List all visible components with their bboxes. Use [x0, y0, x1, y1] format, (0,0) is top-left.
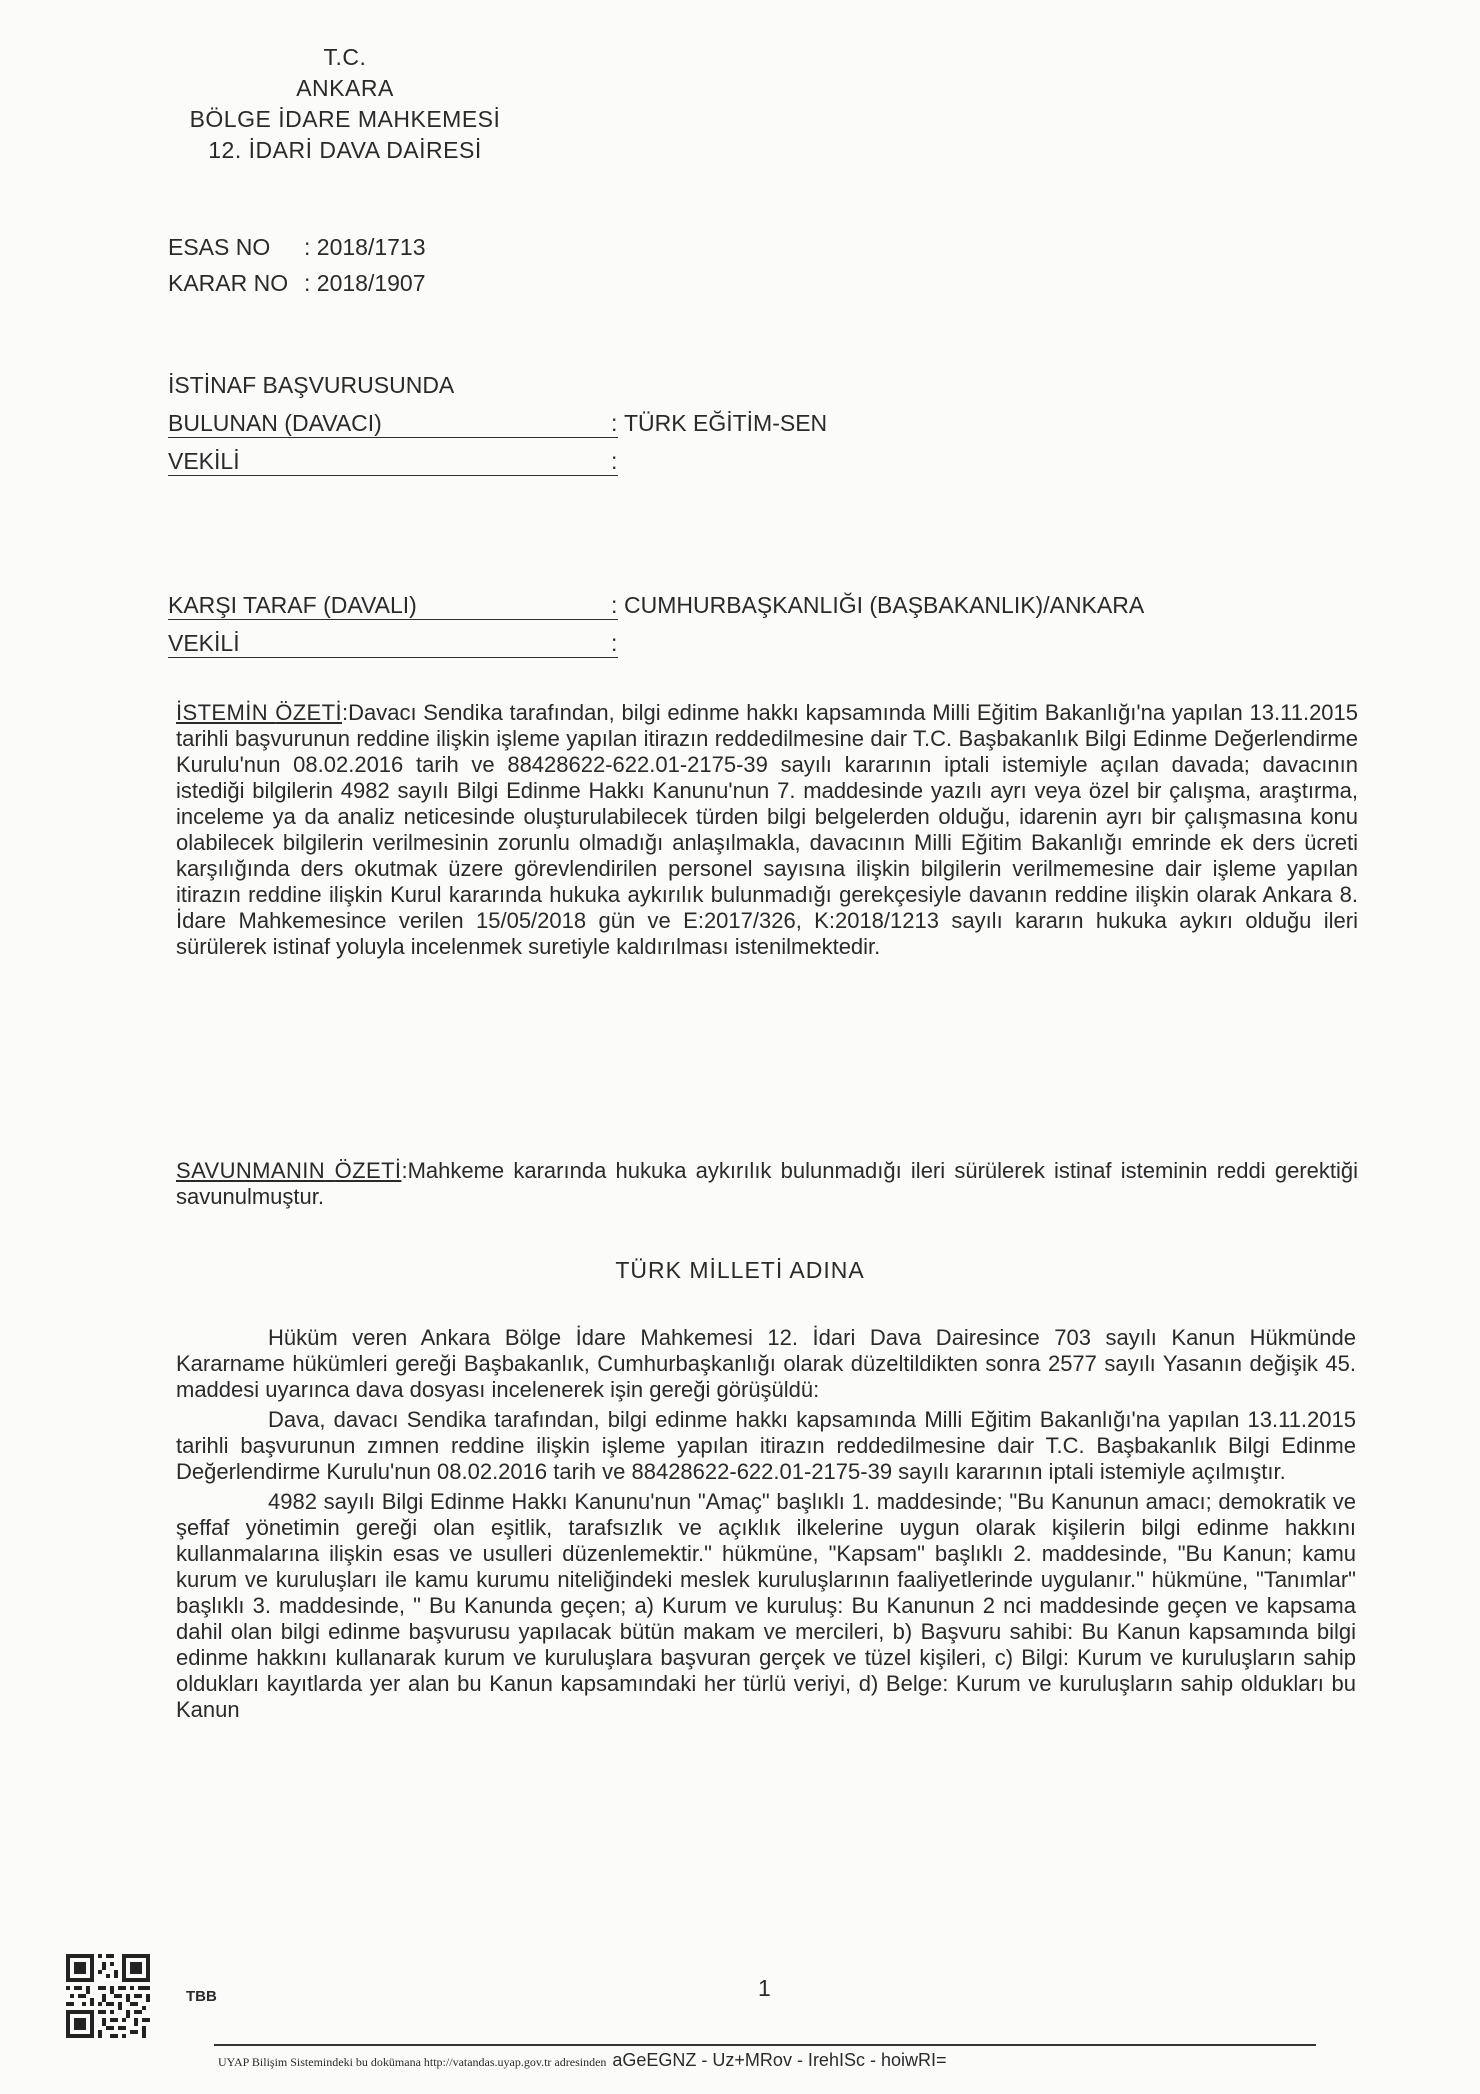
- esas-no-value: : 2018/1713: [304, 234, 426, 260]
- respondent-value: CUMHURBAŞKANLIĞI (BAŞBAKANLIK)/ANKARA: [624, 592, 1145, 618]
- respondent-counsel-row: [168, 630, 1348, 660]
- defense-summary-text: :Mahkeme kararında hukuka aykırılık bulunmadığı ileri sürülerek istinaf isteminin reddi gerektiği savunulmuştur.: [176, 1158, 1358, 1209]
- request-summary-title-word2: ÖZETİ: [275, 700, 342, 725]
- footer-divider: [214, 2044, 1316, 2046]
- paragraph-3: 4982 sayılı Bilgi Edinme Hakkı Kanunu'nun "Amaç" başlıklı 1. maddesinde; "Bu Kanunun amacı; demokratik ve şeffaf yönetimin gereği olan eşitlik, tarafsızlık ve açıklık ilkelerine uygun olarak kişilerin bilgi edinme hakkını kullanmalarına ilişkin esas ve usulleri düzenlemektir." hükmüne, "Kapsam" başlıklı 2. maddesinde, "Bu Kanun; kamu kurum ve kuruluşları ile kamu kurumu niteliğindeki meslek kuruluşlarının faaliyetlerinde uygulanır." hükmüne, "Tanımlar" başlıklı 3. maddesinde, " Bu Kanunda geçen; a) Kurum ve kuruluş: Bu Kanunun 2 nci maddesinde geçen ve kapsama dahil olan bilgi edinme başvurusu yapılacak bütün makam ve mercileri, b) Başvuru sahibi: Bu Kanun kapsamında bilgi edinme hakkını kullanarak kurum ve kuruluşlara başvuran gerçek ve tüzel kişileri, c) Bilgi: Kurum ve kuruluşların sahip oldukları kayıtlarda yer alan bu Kanun kapsamındaki her türlü veriyi, d) Belge: Kurum ve kuruluşların sahip oldukları bu Kanun: [176, 1489, 1356, 1722]
- verification-code: aGeEGNZ - Uz+MRov - IrehISc - hoiwRI=: [612, 2050, 947, 2070]
- esas-no-label: ESAS NO: [168, 234, 271, 260]
- karar-no-row: [168, 265, 426, 301]
- nation-heading: TÜRK MİLLETİ ADINA: [615, 1257, 865, 1283]
- defense-summary: [176, 1158, 1358, 1210]
- respondent-label: KARŞI TARAF (DAVALI): [168, 592, 618, 620]
- qr-code: [66, 1954, 150, 2038]
- header-chamber: 12. İDARİ DAVA DAİRESİ: [208, 137, 482, 163]
- esas-no-row: [168, 229, 426, 265]
- appellant-value: TÜRK EĞİTİM-SEN: [624, 410, 828, 436]
- respondent-counsel-colon: :: [611, 630, 618, 656]
- uyap-footer: [218, 2050, 1328, 2071]
- appellant-counsel-row: [168, 448, 1348, 478]
- request-summary-title: [176, 700, 342, 725]
- defense-summary-title: [176, 1158, 401, 1183]
- appellant-heading: İSTİNAF BAŞVURUSUNDA: [168, 372, 455, 398]
- case-numbers: [168, 229, 426, 301]
- request-summary-text: :Davacı Sendika tarafından, bilgi edinme hakkı kapsamında Milli Eğitim Bakanlığı'na yapılan 13.11.2015 tarihli başvurunun reddine ilişkin işleme yapılan itirazın reddedilmesine dair T.C. Başbakanlık Bilgi Edinme Değerlendirme Kurulu'nun 08.02.2016 tarih ve 88428622-622.01-2175-39 sayılı kararının iptali istemiyle açılan davada; davacının istediği bilgilerin 4982 sayılı Bilgi Edinme Hakkı Kanunu'nun 7. maddesinde yazılı ayrı veya özel bir çalışma, araştırma, inceleme ya da analiz neticesinde oluşturulabilecek türden bilgi belgelerden olduğu, idarenin ayrı bir çalışmasına konu olabilecek bilgilerin verilmesinin zorunlu olmadığı anlaşılmakla, davacının Milli Eğitim Bakanlığı emrinde ek ders ücreti karşılığında ders okutmak üzere görevlendirilen personel sayısına ilişkin bilgilerin verilmemesine dair işleme yapılan itirazın reddine ilişkin Kurul kararında hukuka aykırılık bulunmadığı gerekçesiyle davanın reddine ilişkin olarak Ankara 8. İdare Mahkemesince verilen 15/05/2018 gün ve E:2017/326, K:2018/1213 sayılı kararın hukuka aykırı olduğu ileri sürülerek istinaf yoluyla incelenmek suretiyle kaldırılması istenilmektedir.: [176, 700, 1359, 959]
- header-city: ANKARA: [296, 75, 394, 101]
- karar-no-label: KARAR NO: [168, 270, 289, 296]
- appellant-colon: :: [611, 410, 618, 436]
- appellant-label: BULUNAN (DAVACI): [168, 410, 618, 438]
- appellant-counsel-label: VEKİLİ: [168, 448, 618, 476]
- header-court: BÖLGE İDARE MAHKEMESİ: [189, 106, 501, 132]
- court-header: [160, 42, 530, 166]
- respondent-counsel-label: VEKİLİ: [168, 630, 618, 658]
- uyap-footer-text: UYAP Bilişim Sistemindeki bu dokümana http://vatandas.uyap.gov.tr adresinden: [218, 2055, 607, 2069]
- appellant-heading-row: [168, 372, 1348, 402]
- appellant-counsel-colon: :: [611, 448, 618, 474]
- defense-summary-title-word2: ÖZETİ: [334, 1158, 402, 1183]
- page-number: 1: [758, 1975, 771, 2001]
- respondent-colon: :: [611, 592, 618, 618]
- header-tc: T.C.: [323, 44, 367, 70]
- paragraph-1: Hüküm veren Ankara Bölge İdare Mahkemesi 12. İdari Dava Dairesince 703 sayılı Kanun Hükmünde Kararname hükümleri gereği Başbakanlık, Cumhurbaşkanlığı olarak düzeltildikten sonra 2577 sayılı Yasanın değişik 45. maddesi uyarınca dava dosyası incelenerek işin gereği görüşüldü:: [176, 1325, 1356, 1402]
- decision-body: [176, 1325, 1356, 1727]
- appellant-row: [168, 410, 1348, 440]
- respondent-row: [168, 592, 1348, 622]
- paragraph-2: Dava, davacı Sendika tarafından, bilgi edinme hakkı kapsamında Milli Eğitim Bakanlığı'na yapılan 13.11.2015 tarihli başvurunun zımnen reddine ilişkin işleme yapılan itirazın reddedilmesine dair T.C. Başbakanlık Bilgi Edinme Değerlendirme Kurulu'nun 08.02.2016 tarih ve 88428622-622.01-2175-39 sayılı kararının iptali istemiyle açılmıştır.: [176, 1407, 1356, 1484]
- karar-no-value: : 2018/1907: [304, 270, 426, 296]
- defense-summary-title-word1: SAVUNMANIN: [176, 1158, 326, 1183]
- request-summary: [176, 700, 1358, 960]
- request-summary-title-word1: İSTEMİN: [176, 700, 269, 725]
- initials: TBB: [186, 1988, 217, 2005]
